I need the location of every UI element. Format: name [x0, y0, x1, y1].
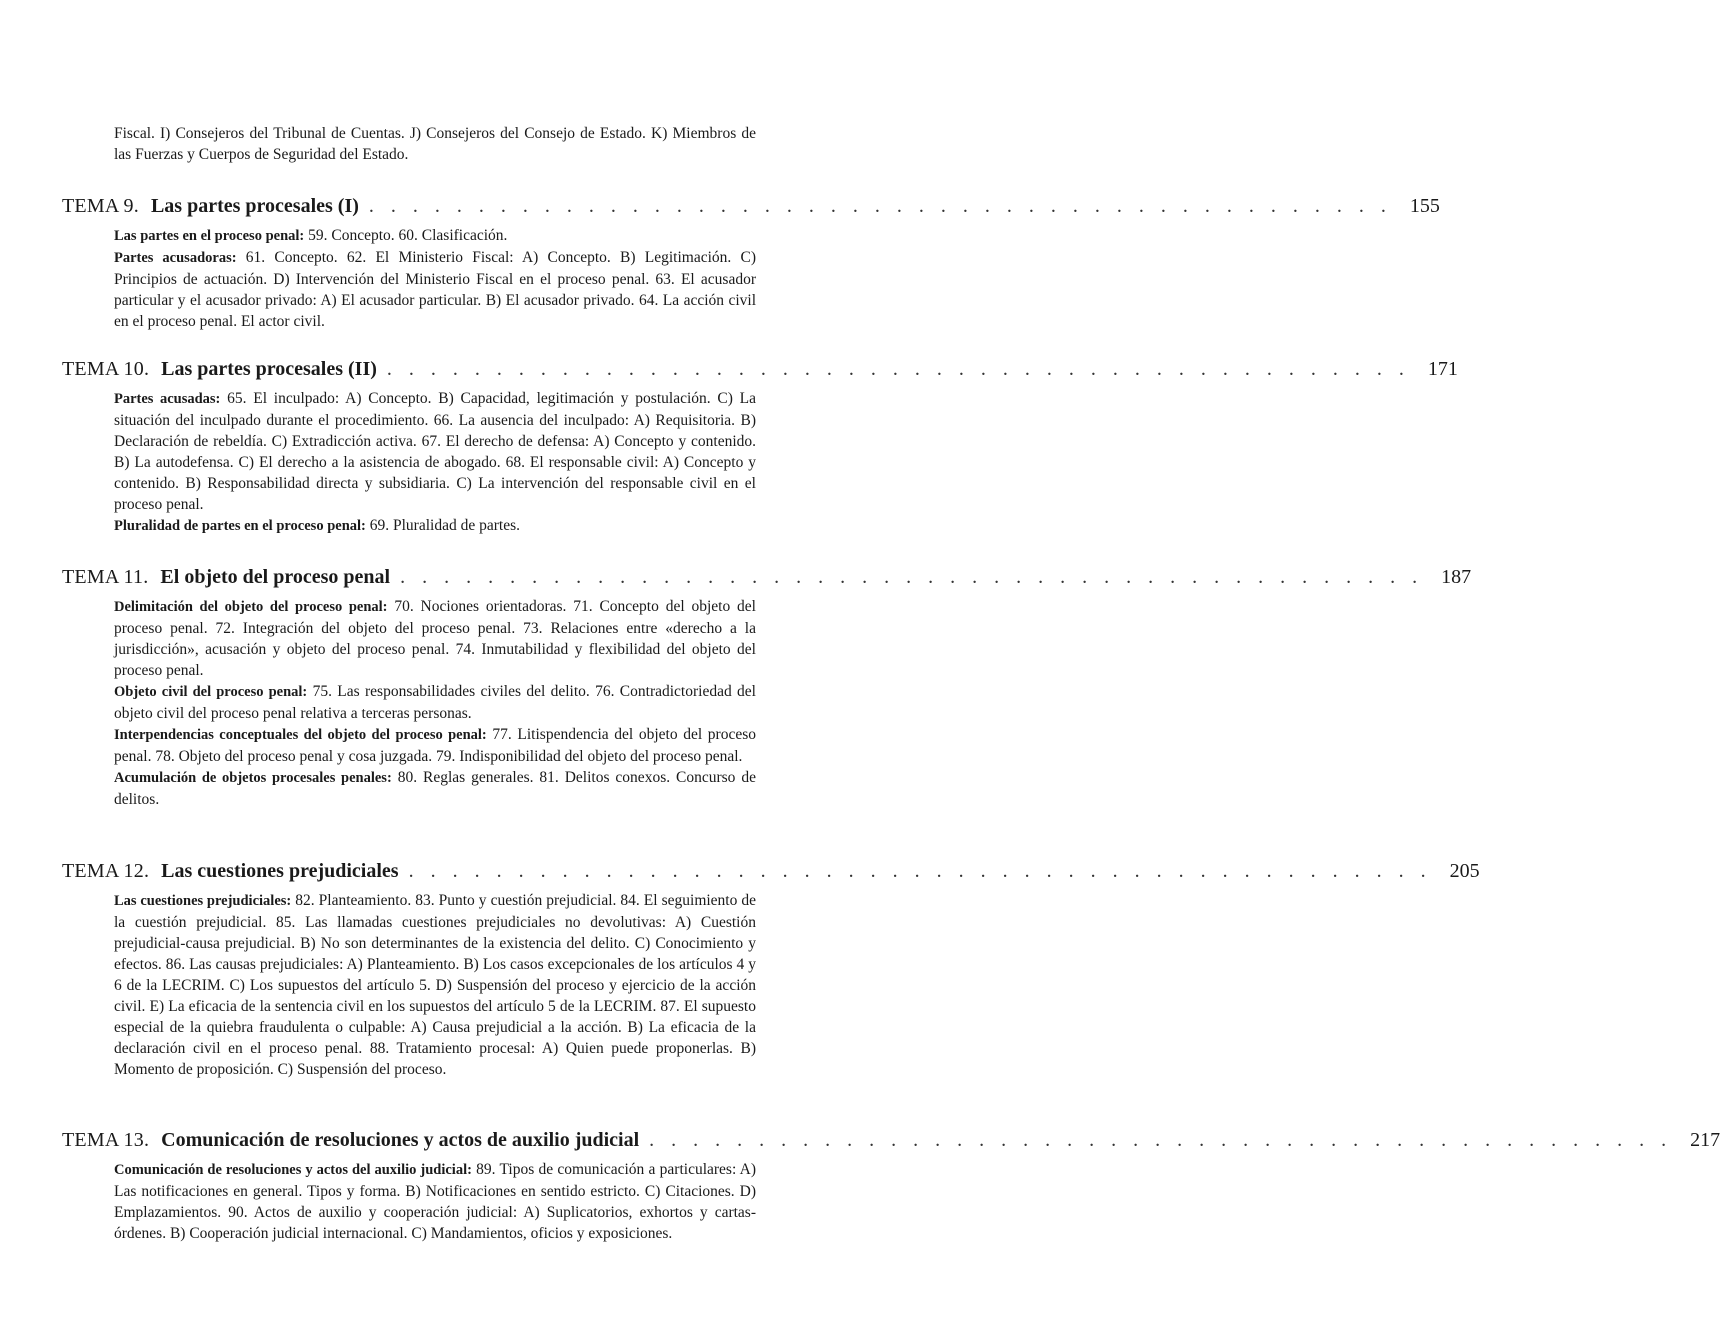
tema-body	[114, 225, 756, 332]
toc-entry	[114, 767, 756, 810]
toc-entry	[114, 225, 756, 247]
entry-heading: Comunicación de resoluciones y actos del auxilio judicial:	[114, 1162, 472, 1178]
tema-label: TEMA 9.	[62, 195, 139, 217]
toc-entry	[114, 681, 756, 724]
tema-title: El objeto del proceso penal	[160, 566, 391, 588]
entry-heading: Partes acusadas:	[114, 391, 221, 407]
tema-label: TEMA 11.	[62, 566, 149, 588]
entry-text: 89. Tipos de comunicación a particulares: A) Las notificaciones en general. Tipos y forma. B) Notificaciones en sentido estricto. C) Citaciones. D) Emplazamientos. 90. Actos de auxilio y cooperación judicial: A) Suplicatorios, exhortos y cartas-órdenes. B) Cooperación judicial internacional. C) Mandamientos, oficios y exposiciones.	[114, 1161, 756, 1242]
entry-text: 77. Litispendencia del objeto del proceso penal. 78. Objeto del proceso penal y cosa juzgada. 79. Indisponibilidad del objeto del proceso penal.	[114, 726, 756, 765]
entry-text: 61. Concepto. 62. El Ministerio Fiscal: A) Concepto. B) Legitimación. C) Principios de actuación. D) Intervención del Ministerio Fiscal en el proceso penal. 63. El acusador particular y el acusador privado: A) El acusador particular. B) El acusador privado. 64. La acción civil en el proceso penal. El actor civil.	[114, 249, 756, 330]
entry-heading: Delimitación del objeto del proceso penal:	[114, 599, 388, 615]
toc-entry	[114, 515, 756, 537]
tema-body	[114, 1159, 756, 1244]
tema-title: Las cuestiones prejudiciales	[161, 860, 399, 882]
tema-section	[62, 356, 1458, 537]
dot-leader: . . . . . . . . . . . . . . . . . . . . . . . . . . . . . . . . . . . . . . . . . . . . . . .	[649, 1129, 1673, 1151]
tema-title: Comunicación de resoluciones y actos de auxilio judicial	[161, 1129, 640, 1151]
tema-title: Las partes procesales (I)	[150, 195, 359, 217]
tema-label: TEMA 10.	[62, 358, 150, 380]
toc-entry	[114, 890, 756, 1080]
tema-section	[62, 1127, 1720, 1244]
toc-entry	[114, 1159, 756, 1244]
tema-heading	[62, 193, 1440, 219]
tema-heading	[62, 356, 1458, 382]
entry-text: 59. Concepto. 60. Clasificación.	[304, 227, 508, 244]
toc-entry	[114, 247, 756, 332]
tema-body	[114, 596, 756, 810]
page-number: 187	[1441, 566, 1472, 588]
entry-text: 65. El inculpado: A) Concepto. B) Capacidad, legitimación y postulación. C) La situación del inculpado durante el procedimiento. 66. La ausencia del inculpado: A) Requisitoria. B) Declaración de rebeldía. C) Extradicción activa. 67. El derecho de defensa: A) Concepto y contenido. B) La autodefensa. C) El derecho a la asistencia de abogado. 68. El responsable civil: A) Concepto y contenido. B) Responsabilidad directa y subsidiaria. C) La intervención del responsable civil en el proceso penal.	[114, 390, 756, 513]
dot-leader: . . . . . . . . . . . . . . . . . . . . . . . . . . . . . . . . . . . . . . . . . . . . . . .	[400, 566, 1424, 588]
tema-section	[62, 564, 1472, 810]
toc-entry	[114, 724, 756, 767]
dot-leader: . . . . . . . . . . . . . . . . . . . . . . . . . . . . . . . . . . . . . . . . . . . . . . .	[408, 860, 1432, 882]
dot-leader: . . . . . . . . . . . . . . . . . . . . . . . . . . . . . . . . . . . . . . . . . . . . . . .	[386, 358, 1410, 380]
page-number: 217	[1690, 1129, 1720, 1151]
entry-text: 75. Las responsabilidades civiles del delito. 76. Contradictoriedad del objeto civil del proceso penal relativa a terceras personas.	[114, 683, 756, 722]
entry-text: 70. Nociones orientadoras. 71. Concepto del objeto del proceso penal. 72. Integración del objeto del proceso penal. 73. Relaciones entre «derecho a la jurisdicción», acusación y objeto del proceso penal. 74. Inmutabilidad y flexibilidad del objeto del proceso penal.	[114, 598, 756, 679]
entry-text: 80. Reglas generales. 81. Delitos conexos. Concurso de delitos.	[114, 769, 756, 808]
tema-label: TEMA 12.	[62, 860, 150, 882]
entry-heading: Las cuestiones prejudiciales:	[114, 893, 292, 909]
tema-heading	[62, 1127, 1720, 1153]
tema-heading	[62, 564, 1472, 590]
dot-leader: . . . . . . . . . . . . . . . . . . . . . . . . . . . . . . . . . . . . . . . . . . . . . . .	[368, 195, 1392, 217]
entry-text: 69. Pluralidad de partes.	[365, 517, 520, 534]
toc-entry	[114, 388, 756, 515]
page-number: 205	[1449, 860, 1480, 882]
tema-section	[62, 858, 1480, 1080]
toc-entry	[114, 596, 756, 681]
tema-title: Las partes procesales (II)	[161, 358, 377, 380]
entry-heading: Interpendencias conceptuales del objeto del proceso penal:	[114, 727, 487, 743]
entry-heading: Pluralidad de partes en el proceso penal:	[114, 518, 366, 534]
entry-text: 82. Planteamiento. 83. Punto y cuestión prejudicial. 84. El seguimiento de la cuestión prejudicial. 85. Las llamadas cuestiones prejudiciales no devolutivas: A) Cuestión prejudicial-causa prejudicial. B) No son determinantes de la existencia del delito. C) Conocimiento y efectos. 86. Las causas prejudiciales: A) Planteamiento. B) Los casos excepcionales de los artículos 4 y 6 de la LECRIM. C) Los supuestos del artículo 5. D) Suspensión del proceso y ejercicio de la acción civil. E) La eficacia de la sentencia civil en los supuestos del artículo 5 de la LECRIM. 87. El supuesto especial de la quiebra fraudulenta o culpable: A) Causa prejudicial a la acción. B) La eficacia de la declaración civil en el proceso penal. 88. Tratamiento procesal: A) Quien puede proponerlas. B) Momento de proposición. C) Suspensión del proceso.	[114, 892, 757, 1078]
intro-paragraph: Fiscal. I) Consejeros del Tribunal de Cuentas. J) Consejeros del Consejo de Estado. K) Miembros de las Fuerzas y Cuerpos de Seguridad del Estado.	[114, 125, 756, 163]
entry-heading: Las partes en el proceso penal:	[114, 228, 305, 244]
entry-heading: Objeto civil del proceso penal:	[114, 684, 308, 700]
page-number: 171	[1427, 358, 1458, 380]
tema-body	[114, 890, 756, 1080]
tema-label: TEMA 13.	[62, 1129, 150, 1151]
tema-section	[62, 193, 1440, 332]
entry-heading: Acumulación de objetos procesales penales:	[114, 770, 392, 786]
page-number: 155	[1409, 195, 1440, 217]
tema-heading	[62, 858, 1480, 884]
entry-heading: Partes acusadoras:	[114, 250, 237, 266]
tema-body	[114, 388, 756, 537]
